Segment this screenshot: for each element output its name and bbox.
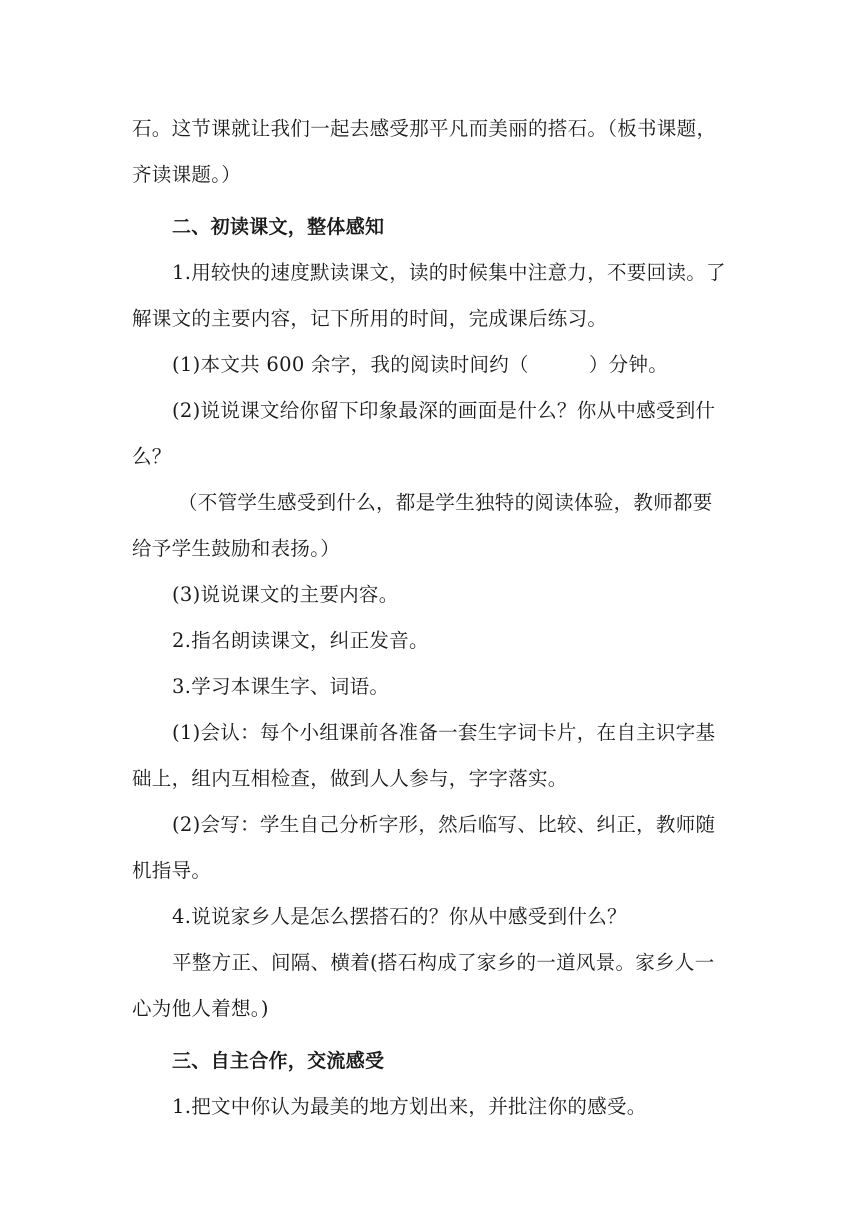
paragraph-teacher-note: （不管学生感受到什么，都是学生独特的阅读体验，教师都要给予学生鼓励和表扬。） <box>132 491 713 560</box>
paragraph-answer: 平整方正、间隔、横着(搭石构成了家乡的一道风景。家乡人一心为他人着想。) <box>132 951 715 1020</box>
paragraph-question-2: (2)说说课文给你留下印象最深的画面是什么？你从中感受到什么？ <box>132 399 716 468</box>
paragraph-step-3: 3.学习本课生字、词语。 <box>172 675 390 698</box>
paragraph-intro: 石。这节课就让我们一起去感受那平凡而美丽的搭石。（板书课题，齐读课题。） <box>132 117 717 186</box>
section-heading-3: 三、自主合作，交流感受 <box>172 1050 385 1072</box>
paragraph-recognize: (1)会认：每个小组课前各准备一套生字词卡片，在自主识字基础上，组内互相检查，做到人人参与，字字落实。 <box>132 721 716 790</box>
paragraph-section3-step-1: 1.把文中你认为最美的地方划出来，并批注你的感受。 <box>172 1095 647 1118</box>
paragraph-step-2: 2.指名朗读课文，纠正发音。 <box>172 629 429 652</box>
document-page <box>132 106 732 1130</box>
paragraph-step-1: 1.用较快的速度默读课文，读的时候集中注意力，不要回读。了解课文的主要内容，记下所用的时间，完成课后练习。 <box>132 261 726 330</box>
paragraph-question-1 <box>132 342 732 388</box>
paragraph-write: (2)会写：学生自己分析字形，然后临写、比较、纠正，教师随机指导。 <box>132 813 716 882</box>
question-1-text: (1)本文共 600 余字，我的阅读时间约（ <box>172 353 529 376</box>
question-1-tail: ）分钟。 <box>588 353 669 376</box>
section-heading-2: 二、初读课文，整体感知 <box>172 216 385 238</box>
paragraph-step-4: 4.说说家乡人是怎么摆搭石的？你从中感受到什么？ <box>172 905 627 928</box>
paragraph-question-3: (3)说说课文的主要内容。 <box>172 583 399 606</box>
